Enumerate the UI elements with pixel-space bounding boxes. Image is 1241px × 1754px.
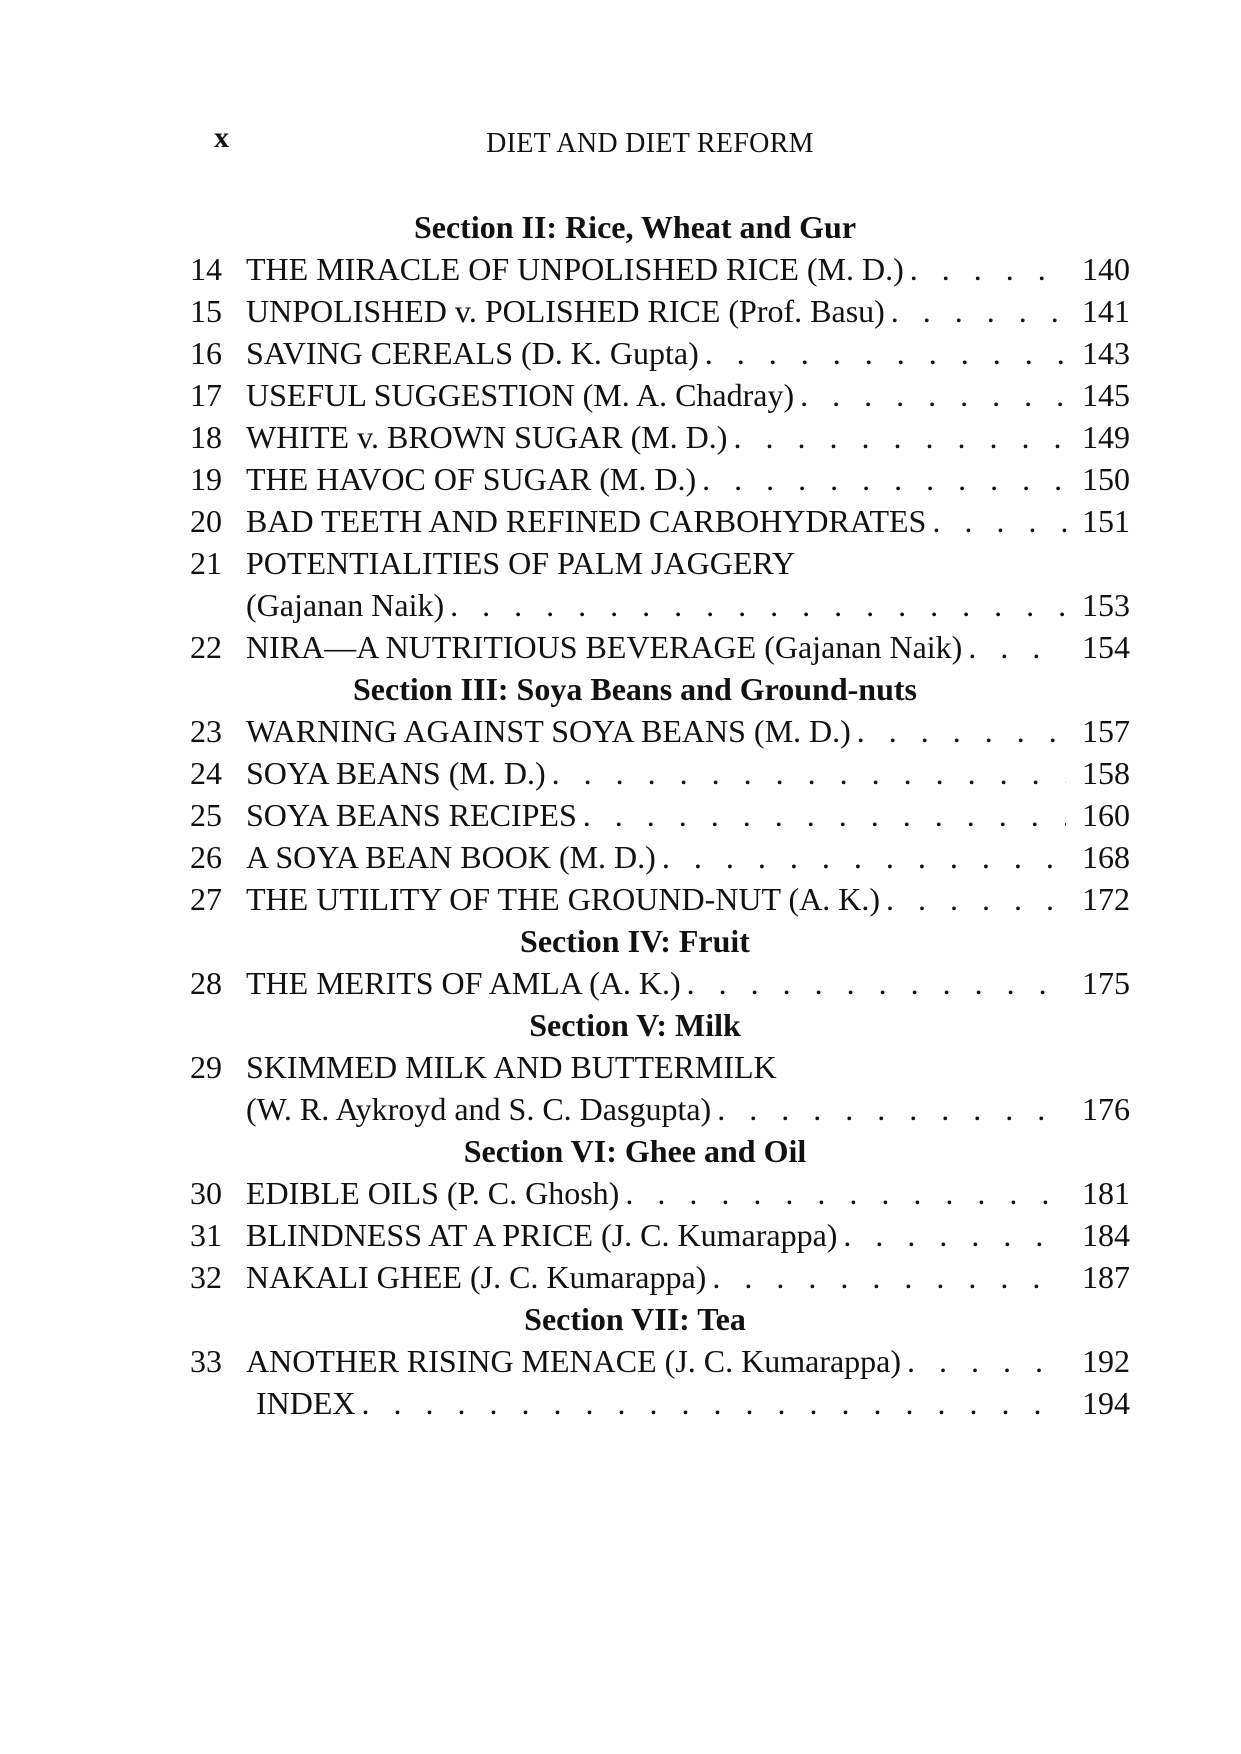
toc-entry: [190, 1214, 1130, 1256]
entry-number: 19: [190, 461, 222, 497]
toc-entry: [190, 374, 1130, 416]
toc-entry: [190, 542, 1130, 584]
entry-title: BLINDNESS AT A PRICE (J. C. Kumarappa): [246, 1217, 838, 1253]
toc-entry: [190, 836, 1130, 878]
entry-title: INDEX: [256, 1385, 356, 1421]
dot-leader: [706, 1256, 1066, 1298]
dot-leader: [577, 794, 1066, 836]
toc-entry: [190, 458, 1130, 500]
entry-number: 23: [190, 713, 222, 749]
entry-page-number: 151: [1082, 503, 1130, 539]
entry-number: 14: [190, 251, 222, 287]
entry-title: NAKALI GHEE (J. C. Kumarappa): [246, 1259, 707, 1295]
entry-number: 17: [190, 377, 222, 413]
entry-page-number: 143: [1082, 335, 1130, 371]
toc-entry: [190, 1256, 1130, 1298]
entry-title: USEFUL SUGGESTION (M. A. Chadray): [246, 377, 795, 413]
entry-title: THE MERITS OF AMLA (A. K.): [246, 965, 681, 1001]
entry-page-number: 153: [1082, 587, 1130, 623]
entry-title: A SOYA BEAN BOOK (M. D.): [246, 839, 656, 875]
entry-page-number: 194: [1082, 1385, 1130, 1421]
entry-page-number: 160: [1082, 797, 1130, 833]
entry-number: 32: [190, 1259, 222, 1295]
toc-entry: [190, 752, 1130, 794]
dot-leader: [837, 1214, 1066, 1256]
dot-leader: [656, 836, 1066, 878]
toc-index-entry: [190, 1382, 1130, 1424]
toc-entry: [190, 1046, 1130, 1088]
entry-title: UNPOLISHED v. POLISHED RICE (Prof. Basu): [246, 293, 885, 329]
entry-number: 30: [190, 1175, 222, 1211]
dot-leader: [901, 1340, 1066, 1382]
entry-page-number: 150: [1082, 461, 1130, 497]
toc-entry: [190, 332, 1130, 374]
entry-title: SOYA BEANS RECIPES: [246, 797, 577, 833]
entry-title: SOYA BEANS (M. D.): [246, 755, 546, 791]
dot-leader: [546, 752, 1066, 794]
entry-number: 16: [190, 335, 222, 371]
entry-page-number: 176: [1082, 1091, 1130, 1127]
entry-number: 18: [190, 419, 222, 455]
section-heading: Section II: Rice, Wheat and Gur: [413, 209, 857, 245]
section-heading: Section III: Soya Beans and Ground-nuts: [352, 671, 917, 707]
entry-title: WHITE v. BROWN SUGAR (M. D.): [246, 419, 728, 455]
section-heading: Section IV: Fruit: [520, 923, 750, 959]
entry-title: THE HAVOC OF SUGAR (M. D.): [246, 461, 697, 497]
section-heading: Section V: Milk: [529, 1007, 741, 1043]
entry-page-number: 157: [1082, 713, 1130, 749]
entry-number: 21: [190, 545, 222, 581]
dot-leader: [926, 500, 1066, 542]
entry-page-number: 168: [1082, 839, 1130, 875]
toc-entry: [190, 1172, 1130, 1214]
dot-leader: [356, 1382, 1066, 1424]
page-number: x: [214, 121, 229, 154]
entry-title: SAVING CEREALS (D. K. Gupta): [246, 335, 699, 371]
toc-entry: [190, 962, 1130, 1004]
toc-entry: [190, 416, 1130, 458]
entry-number: 31: [190, 1217, 222, 1253]
toc-entry: [190, 794, 1130, 836]
entry-page-number: 187: [1082, 1259, 1130, 1295]
entry-number: 29: [190, 1049, 222, 1085]
entry-number: 24: [190, 755, 222, 791]
entry-number: 28: [190, 965, 222, 1001]
toc-entry: [190, 584, 1130, 626]
dot-leader: [962, 626, 1066, 668]
entry-title: NIRA—A NUTRITIOUS BEVERAGE (Gajanan Naik): [246, 629, 963, 665]
dot-leader: [681, 962, 1066, 1004]
entry-title: SKIMMED MILK AND BUTTERMILK: [246, 1049, 777, 1085]
toc-entry: [190, 290, 1130, 332]
section-heading: Section VII: Tea: [524, 1301, 746, 1337]
dot-leader: [851, 710, 1066, 752]
entry-page-number: 141: [1082, 293, 1130, 329]
entry-title: EDIBLE OILS (P. C. Ghosh): [246, 1175, 620, 1211]
dot-leader: [711, 1088, 1066, 1130]
dot-leader: [794, 374, 1066, 416]
toc-entry: [190, 500, 1130, 542]
entry-page-number: 154: [1082, 629, 1130, 665]
entry-page-number: 175: [1082, 965, 1130, 1001]
dot-leader: [696, 458, 1066, 500]
entry-title: THE UTILITY OF THE GROUND-NUT (A. K.): [246, 881, 880, 917]
dot-leader: [619, 1172, 1066, 1214]
dot-leader: [727, 416, 1066, 458]
entry-page-number: 145: [1082, 377, 1130, 413]
dot-leader: [885, 290, 1066, 332]
entry-page-number: 184: [1082, 1217, 1130, 1253]
entry-number: 20: [190, 503, 222, 539]
dot-leader: [904, 248, 1066, 290]
entry-title: POTENTIALITIES OF PALM JAGGERY: [246, 545, 796, 581]
entry-title: (Gajanan Naik): [246, 587, 445, 623]
dot-leader: [880, 878, 1066, 920]
toc-entry: [190, 1340, 1130, 1382]
entry-number: 22: [190, 629, 222, 665]
entry-number: 15: [190, 293, 222, 329]
entry-page-number: 140: [1082, 251, 1130, 287]
entry-page-number: 158: [1082, 755, 1130, 791]
entry-title: WARNING AGAINST SOYA BEANS (M. D.): [246, 713, 851, 749]
entry-number: 26: [190, 839, 222, 875]
entry-number: 33: [190, 1343, 222, 1379]
dot-leader: [699, 332, 1066, 374]
entry-title: (W. R. Aykroyd and S. C. Dasgupta): [246, 1091, 712, 1127]
entry-page-number: 181: [1082, 1175, 1130, 1211]
toc-entry: [190, 248, 1130, 290]
toc-entry: [190, 710, 1130, 752]
section-heading: Section VI: Ghee and Oil: [463, 1133, 807, 1169]
entry-page-number: 149: [1082, 419, 1130, 455]
entry-title: BAD TEETH AND REFINED CARBOHYDRATES: [246, 503, 927, 539]
toc-entry: [190, 626, 1130, 668]
toc-entry: [190, 878, 1130, 920]
toc-entry: [190, 1088, 1130, 1130]
running-header: DIET AND DIET REFORM: [486, 128, 814, 159]
entry-page-number: 172: [1082, 881, 1130, 917]
entry-title: ANOTHER RISING MENACE (J. C. Kumarappa): [246, 1343, 902, 1379]
entry-number: 25: [190, 797, 222, 833]
dot-leader: [444, 584, 1066, 626]
entry-number: 27: [190, 881, 222, 917]
table-of-contents: [190, 206, 1130, 1424]
entry-title: THE MIRACLE OF UNPOLISHED RICE (M. D.): [246, 251, 904, 287]
entry-page-number: 192: [1082, 1343, 1130, 1379]
